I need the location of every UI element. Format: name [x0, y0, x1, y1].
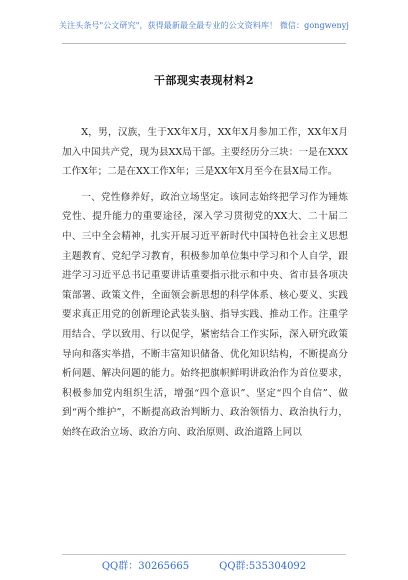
- footer-divider: [62, 554, 346, 555]
- header-divider: [62, 43, 346, 44]
- document-title: 干部现实表现材料2: [153, 74, 255, 87]
- paragraph-party-spirit: 一、党性修养好，政治立场坚定。该同志始终把学习作为锤炼党性、提升能力的重要途径，深入学习贯彻党的XX大、二十届二中、三中全会精神，扎实开展习近平新时代中国特色社会主义思想主题教育、党纪学习教育，积极参加单位集中学习和个人自学，跟进学习习近平总书记重要讲话重要指示批示和中央、省市县各项决策部署、政策文件，全面领会新思想的科学体系、核心要义、实践要求真正用党的创新理论武装头脑、指导实践、推动工作。注重学用结合、学以致用、行以促学，紧密结合工作实际，深入研究政策导向和落实举措，不断丰富知识储备、优化知识结构，不断提高分析问题、解决问题的能力。始终把旗帜鲜明讲政治作为首位要求，积极参加党内组织生活，增强“四个意识”、坚定“四个自信”、做到“两个维护”，不断提高政治判断力、政治领悟力、政治执行力，始终在政治立场、政治方向、政治原则、政治道路上同以: [62, 191, 348, 438]
- document-body: [62, 123, 348, 443]
- footer: [0, 557, 408, 572]
- paragraph-personal-info: X，男，汉族，生于XX年X月，XX年X月参加工作，XX年X月加入中国共产党，现为县XX局干部。主要经历分三块：一是在XXX工作X年；二是在XX工作X年；三是XX年X月至今在县X局工作。: [62, 127, 348, 178]
- header-banner: 关注头条号"公文研究"，获得最新最全最专业的公文资料库！ 微信：gongwenyj: [59, 21, 349, 30]
- footer-qq-group-2: QQ群:535304092: [219, 561, 307, 572]
- footer-qq-group-1: QQ群：30265665: [101, 561, 190, 572]
